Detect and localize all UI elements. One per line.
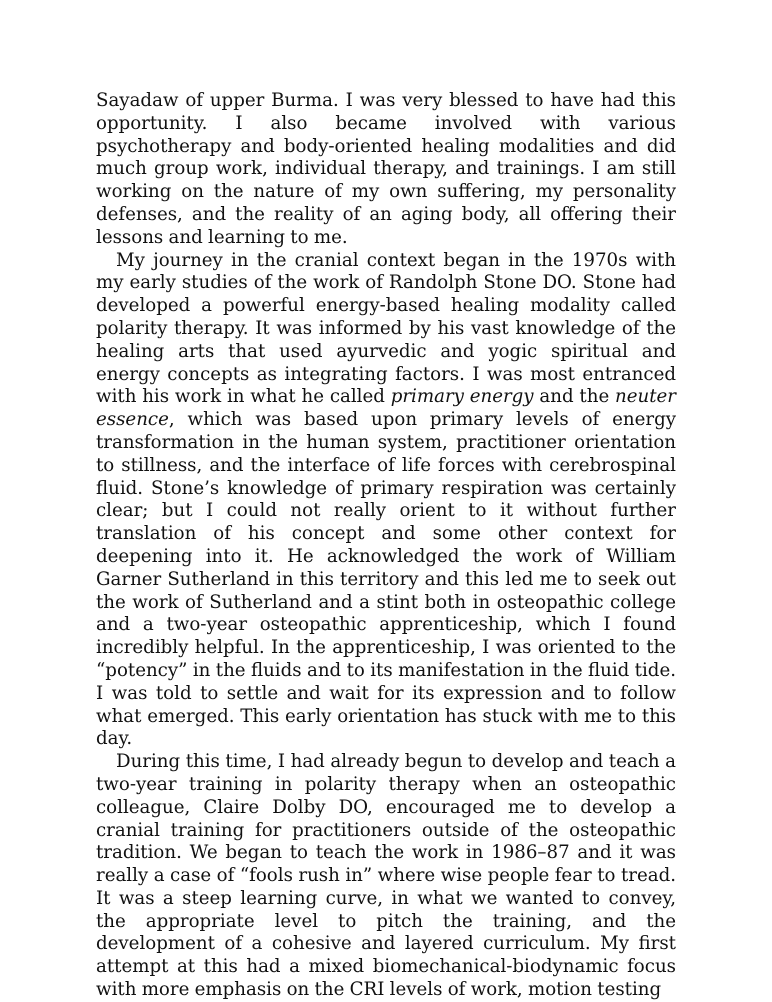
paragraph-2-text-a: My journey in the cranial context began in the 1970s with my early studies of the work of Randolph Stone DO. Stone had developed a powerful energy-based healing modality called polarity therapy. It was informed by his vast knowledge of the healing arts that used ayurvedic and yogic spiritual and energy concepts as integrating factors. I was most entranced with his work in what he called	[96, 249, 676, 408]
paragraph-1	[96, 90, 676, 250]
paragraph-2-italic-neuter-essence: neuter essence	[96, 386, 676, 431]
paragraph-2-italic-primary-energy: primary energy	[390, 386, 534, 408]
paragraph-2-text-b: and the	[533, 386, 616, 408]
paragraph-3	[96, 751, 676, 1002]
paragraph-2-text-c: , which was based upon primary levels of energy transformation in the human system, practitioner orientation to stillness, and the interface of life forces with cerebrospinal fluid. Stone’s knowledge of primary respiration was certainly clear; but I could not really orient to it without further translation of his concept and some other context for deepening into it. He acknowledged the work of William Garner Sutherland in this territory and this led me to seek out the work of Sutherland and a stint both in osteopathic college and a two-year osteopathic apprenticeship, which I found incredibly helpful. In the apprenticeship, I was oriented to the “potency” in the fluids and to its manifestation in the fluid tide. I was told to settle and wait for its expression and to follow what emerged. This early orientation has stuck with me to this day.	[96, 409, 676, 750]
paragraph-2	[96, 250, 676, 752]
paragraph-3-text: During this time, I had already begun to develop and teach a two-year training in polarity therapy when an osteopathic colleague, Claire Dolby DO, encouraged me to develop a cranial training for practitioners outside of the osteopathic tradition. We began to teach the work in 1986–87 and it was really a case of “fools rush in” where wise people fear to tread. It was a steep learning curve, in what we wanted to convey, the appropriate level to pitch the training, and the development of a cohesive and layered curriculum. My first attempt at this had a mixed biomechanical-biodynamic focus with more emphasis on the CRI levels of work, motion testing	[96, 751, 676, 1001]
document-page	[96, 90, 676, 1002]
paragraph-1-text: Sayadaw of upper Burma. I was very blessed to have had this opportunity. I also became involved with various psychotherapy and body-oriented healing modalities and did much group work, individual therapy, and trainings. I am still working on the nature of my own suffering, my personality defenses, and the reality of an aging body, all offering their lessons and learning to me.	[96, 90, 676, 248]
